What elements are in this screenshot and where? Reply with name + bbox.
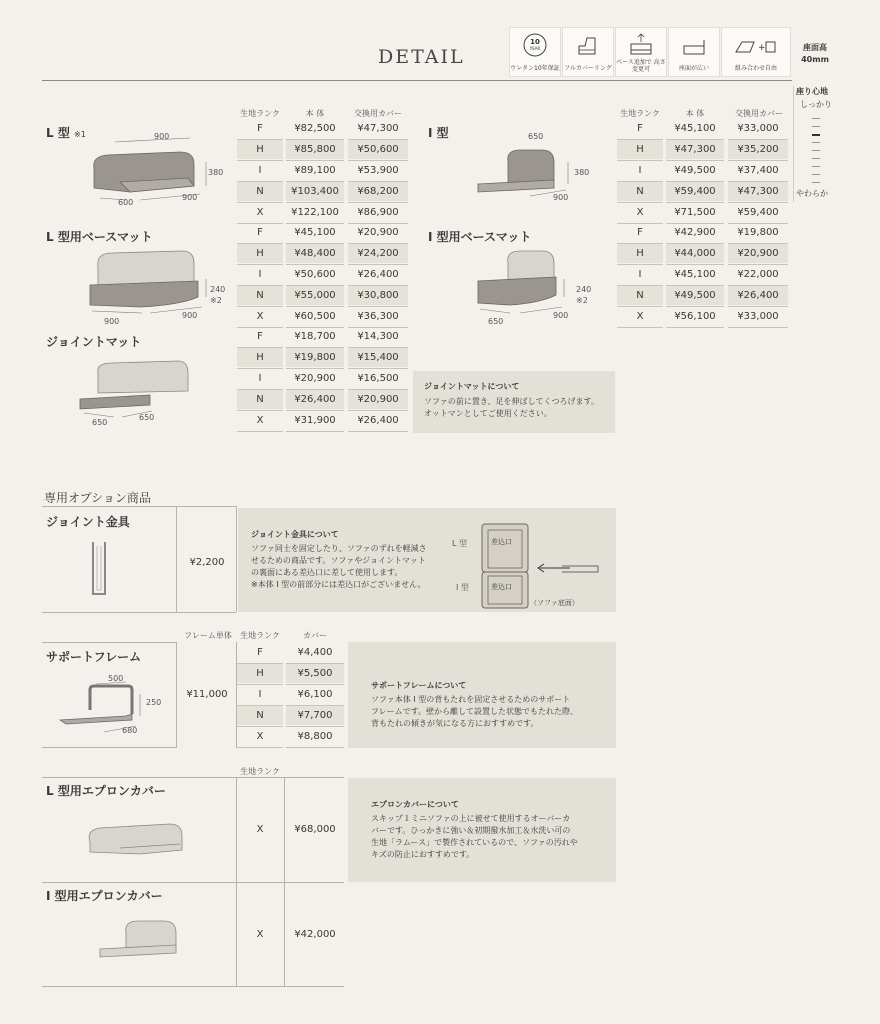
dim-height: 240 ※2	[576, 285, 592, 305]
body-price-cell: ¥82,500	[294, 123, 336, 134]
rank-cell: I	[258, 373, 262, 384]
cover-price-cell: ¥20,900	[348, 390, 408, 409]
rank-cell: X	[636, 311, 644, 322]
cover-price-cell: ¥22,000	[737, 269, 779, 280]
divider	[42, 747, 176, 748]
body-price-cell: ¥85,800	[286, 140, 344, 159]
feature-label: 座面が広い	[678, 65, 709, 72]
body-price-cell: ¥19,800	[286, 348, 344, 367]
cover-price-cell: ¥47,300	[357, 123, 399, 134]
body-price-cell: ¥50,600	[294, 269, 336, 280]
feature-label: フルカバーリング	[564, 65, 612, 72]
cover-price-cell: ¥36,300	[357, 311, 399, 322]
cover-price-cell: ¥26,400	[357, 415, 399, 426]
rank-cell: N	[237, 286, 283, 305]
rank-cell: H	[617, 140, 663, 159]
body-price-cell: ¥18,700	[294, 331, 336, 342]
body-price-cell: ¥49,500	[666, 286, 724, 305]
dim-width: 650	[488, 317, 504, 326]
divider	[176, 642, 177, 748]
body-price-cell: ¥60,500	[294, 311, 336, 322]
dim-depth1: 650	[92, 418, 108, 427]
comfort-scale-tick	[812, 142, 820, 143]
cover-price-cell: ¥30,800	[348, 286, 408, 305]
rank-cell: X	[256, 207, 264, 218]
feature-combination	[721, 27, 791, 77]
rank-cell: I	[258, 165, 262, 176]
seat-height-label: 座面高	[803, 43, 827, 52]
col-header-rank: 生地ランク	[240, 109, 280, 118]
col-header-cover: カバー	[303, 631, 327, 640]
feature-base-height	[615, 27, 667, 77]
product-name-joint-mat: ジョイントマット	[46, 335, 142, 349]
support-frame-note-body: ソファ本体 I 型の背もたれを固定させるためのサポート フレームです。壁から離して設置した状態でもたれた際、 背もたれの傾きが気になる方におすすめです。	[371, 695, 579, 728]
body-price-cell: ¥89,100	[294, 165, 336, 176]
dim-depth2: 650	[139, 413, 155, 422]
feature-urethane-warranty	[509, 27, 561, 77]
body-price-cell: ¥45,100	[294, 227, 336, 238]
comfort-scale-tick	[812, 158, 820, 159]
cover-price-cell: ¥8,800	[297, 731, 333, 742]
col-header-cover: 交換用カバー	[735, 109, 783, 118]
support-frame-price: ¥11,000	[186, 689, 228, 700]
rank-cell: H	[617, 244, 663, 263]
comfort-scale-tick	[812, 126, 820, 127]
cover-price-cell: ¥19,800	[737, 227, 779, 238]
body-price-cell: ¥59,400	[666, 182, 724, 201]
option-name-l-apron: L 型用エプロンカバー	[46, 784, 166, 798]
body-price-cell: ¥48,400	[286, 244, 344, 263]
row-divider	[728, 327, 788, 328]
dim-width: 900	[154, 132, 170, 141]
rank-cell: N	[237, 706, 283, 725]
option-name-i-apron: I 型用エプロンカバー	[46, 889, 163, 903]
rank-cell: N	[617, 286, 663, 305]
feature-label: ベース追加で 高さ変更可	[616, 59, 666, 73]
support-frame-illustration	[56, 680, 156, 740]
cover-price-cell: ¥68,200	[348, 182, 408, 201]
col-header-rank: 生地ランク	[240, 631, 280, 640]
product-name-l-basemat: L 型用ベースマット	[46, 230, 153, 244]
row-divider	[286, 431, 344, 432]
comfort-soft-label: やわらか	[796, 189, 828, 198]
divider	[236, 506, 237, 612]
feature-label: ウレタン10年保証	[510, 65, 560, 72]
product-name-i-basemat: I 型用ベースマット	[428, 230, 532, 244]
cover-price-cell: ¥37,400	[737, 165, 779, 176]
rank-cell: N	[617, 182, 663, 201]
divider	[42, 882, 344, 883]
rank-cell: I	[638, 269, 642, 280]
diagram-slot: 差込口	[491, 538, 512, 546]
divider	[284, 777, 285, 986]
divider	[42, 506, 236, 507]
rank-cell: N	[237, 390, 283, 409]
apron-note	[348, 778, 616, 882]
cover-price-cell: ¥59,400	[737, 207, 779, 218]
rank-cell: F	[257, 227, 263, 238]
page-title: DETAIL	[378, 46, 465, 68]
comfort-scale-tick	[812, 174, 820, 175]
diagram-caption: （ソファ底面）	[530, 599, 579, 607]
body-price-cell: ¥31,900	[294, 415, 336, 426]
dim-width: 500	[108, 674, 124, 683]
divider	[42, 612, 236, 613]
support-frame-note	[348, 642, 616, 748]
l-apron-price: ¥68,000	[294, 824, 336, 835]
joint-fitting-note	[238, 508, 616, 612]
body-price-cell: ¥122,100	[291, 207, 339, 218]
option-name-support-frame: サポートフレーム	[46, 650, 142, 664]
svg-text:10: 10	[530, 38, 540, 46]
cover-price-cell: ¥50,600	[348, 140, 408, 159]
product-name-i-type: I 型	[428, 126, 449, 140]
divider	[176, 506, 177, 612]
body-price-cell: ¥26,400	[286, 390, 344, 409]
body-price-cell: ¥45,100	[674, 269, 716, 280]
comfort-scale-tick	[812, 166, 820, 167]
dim-depth2: 900	[553, 311, 569, 320]
rank-cell: H	[237, 348, 283, 367]
body-price-cell: ¥45,100	[674, 123, 716, 134]
base-add-height-change-icon	[628, 32, 654, 62]
joint-fitting-note-title: ジョイント金具について	[251, 530, 339, 539]
row-divider	[237, 431, 283, 432]
dim-depth1: 900	[104, 317, 120, 326]
rank-cell: H	[237, 140, 283, 159]
cover-price-cell: ¥33,000	[737, 311, 779, 322]
row-divider	[666, 327, 724, 328]
rank-cell: I	[258, 689, 262, 700]
comfort-hard-label: しっかり	[800, 100, 832, 109]
comfort-scale-tick	[812, 150, 820, 151]
feature-label: 組み合わせ自由	[734, 65, 777, 72]
cover-price-cell: ¥26,400	[357, 269, 399, 280]
joint-fitting-illustration	[88, 540, 110, 598]
body-price-cell: ¥20,900	[294, 373, 336, 384]
l-apron-rank: X	[256, 824, 264, 835]
dim-depth1: 600	[118, 198, 134, 207]
joint-mat-note-body: ソファの前に置き、足を伸ばしてくつろげます。 オットマンとしてご使用ください。	[424, 397, 599, 418]
dim-depth2: 900	[553, 193, 569, 202]
divider	[42, 777, 344, 778]
i-apron-illustration	[96, 915, 192, 961]
rank-cell: N	[237, 182, 283, 201]
i-apron-rank: X	[256, 929, 264, 940]
rank-cell: X	[636, 207, 644, 218]
options-section-title: 専用オプション商品	[44, 491, 151, 505]
diagram-slot: 差込口	[491, 583, 512, 591]
col-header-cover: 交換用カバー	[354, 109, 402, 118]
cover-price-cell: ¥4,400	[297, 647, 333, 658]
body-price-cell: ¥55,000	[286, 286, 344, 305]
apron-note-body: スキップ１ミニソファの上に被せて使用するオーバーカ バーです。ひっかきに強い＆初期撥水加工＆水洗い可の 生地「ラムース」で製作されているので、ソファの汚れや キズの防止におすすめです。	[371, 814, 578, 859]
cover-price-cell: ¥35,200	[728, 140, 788, 159]
col-header-rank: 生地ランク	[240, 767, 280, 776]
dim-depth: 680	[122, 726, 138, 735]
cover-price-cell: ¥6,100	[297, 689, 333, 700]
cover-price-cell: ¥16,500	[357, 373, 399, 384]
wide-seat-icon	[681, 32, 707, 62]
option-name-joint-fitting: ジョイント金具	[46, 515, 130, 529]
row-divider	[286, 747, 344, 748]
col-header-frame: フレーム単体	[184, 631, 232, 640]
body-price-cell: ¥47,300	[666, 140, 724, 159]
joint-fitting-price: ¥2,200	[189, 557, 225, 568]
divider	[42, 642, 176, 643]
feature-wide-seat	[668, 27, 720, 77]
svg-text:YEAR: YEAR	[529, 46, 541, 51]
cover-price-cell: ¥33,000	[737, 123, 779, 134]
comfort-scale-tick	[812, 118, 820, 119]
header-divider	[42, 80, 792, 81]
apron-note-title: エプロンカバーについて	[371, 800, 459, 809]
cover-price-cell: ¥47,300	[728, 182, 788, 201]
diagram-label-l: L 型	[452, 539, 467, 548]
dim-height: 240 ※2	[210, 285, 226, 305]
rank-cell: X	[256, 415, 264, 426]
body-price-cell: ¥42,900	[674, 227, 716, 238]
cover-price-cell: ¥26,400	[728, 286, 788, 305]
support-frame-note-title: サポートフレームについて	[371, 681, 467, 690]
col-header-body: 本 体	[305, 109, 325, 118]
product-name-l-type: L 型 ※1	[46, 126, 86, 140]
feature-full-cover	[562, 27, 614, 77]
col-header-body: 本 体	[685, 109, 705, 118]
cover-price-cell: ¥53,900	[357, 165, 399, 176]
dim-depth2: 900	[182, 193, 198, 202]
body-price-cell: ¥56,100	[674, 311, 716, 322]
rank-cell: F	[637, 123, 643, 134]
rank-cell: X	[256, 731, 264, 742]
cover-price-cell: ¥24,200	[348, 244, 408, 263]
seat-height	[798, 42, 832, 66]
cover-price-cell: ¥14,300	[357, 331, 399, 342]
comfort-scale-tick	[812, 182, 820, 183]
svg-text:+: +	[758, 43, 766, 53]
divider	[236, 777, 237, 986]
body-price-cell: ¥71,500	[674, 207, 716, 218]
row-divider	[348, 431, 408, 432]
row-divider	[617, 327, 663, 328]
comfort-scale-tick	[812, 134, 820, 136]
rank-cell: H	[237, 244, 283, 263]
comfort-title: 座り心地	[796, 87, 828, 96]
rank-cell: I	[638, 165, 642, 176]
dim-height: 380	[574, 168, 590, 177]
rank-cell: H	[237, 664, 283, 683]
joint-mat-note-title: ジョイントマットについて	[424, 382, 520, 391]
cover-price-cell: ¥7,700	[286, 706, 344, 725]
dim-width: 650	[528, 132, 544, 141]
rank-cell: F	[257, 647, 263, 658]
comfort-divider	[793, 86, 794, 202]
cover-price-cell: ¥20,900	[728, 244, 788, 263]
cover-price-cell: ¥20,900	[357, 227, 399, 238]
body-price-cell: ¥49,500	[674, 165, 716, 176]
body-price-cell: ¥103,400	[286, 182, 344, 201]
i-apron-price: ¥42,000	[294, 929, 336, 940]
full-cover-ring-icon	[575, 32, 601, 62]
dim-depth2: 900	[182, 311, 198, 320]
divider	[42, 986, 344, 987]
joint-fitting-small-icon	[560, 563, 602, 575]
urethane-10year-badge-icon	[522, 32, 548, 62]
cover-price-cell: ¥15,400	[348, 348, 408, 367]
rank-cell: I	[258, 269, 262, 280]
rank-cell: F	[257, 123, 263, 134]
seat-height-value: 40mm	[801, 55, 829, 64]
l-apron-illustration	[80, 812, 190, 862]
dim-height: 250	[146, 698, 162, 707]
rank-cell: X	[256, 311, 264, 322]
rank-cell: F	[257, 331, 263, 342]
joint-mat-note	[413, 371, 615, 433]
cover-price-cell: ¥5,500	[286, 664, 344, 683]
diagram-label-i: I 型	[456, 583, 469, 592]
row-divider	[237, 747, 283, 748]
body-price-cell: ¥44,000	[666, 244, 724, 263]
joint-fitting-note-body: ソファ同士を固定したり、ソファのずれを軽減さ せるための商品です。ソファやジョイントマット の裏面にある差込口に差して使用します。 ※本体 I 型の前部分には差込口がございません。	[251, 544, 427, 589]
dim-height: 380	[208, 168, 224, 177]
cover-price-cell: ¥86,900	[357, 207, 399, 218]
rank-cell: F	[637, 227, 643, 238]
combination-icon	[734, 32, 778, 62]
col-header-rank: 生地ランク	[620, 109, 660, 118]
